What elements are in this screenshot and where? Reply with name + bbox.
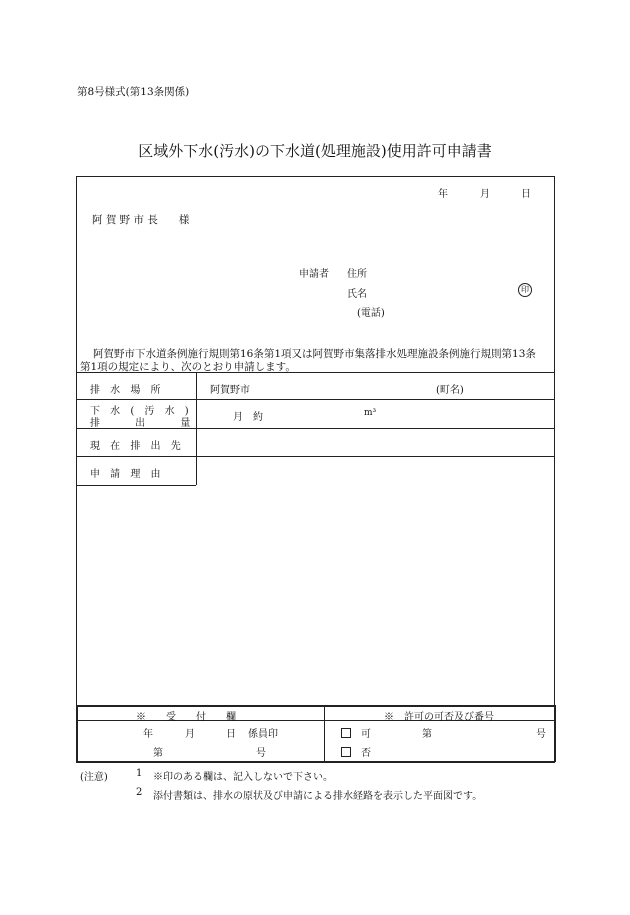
reason-label: 申 請 理 由 <box>90 469 165 480</box>
table-line <box>76 485 196 486</box>
office-section-bottom <box>76 761 555 763</box>
office-divider <box>324 705 325 762</box>
applicant-label: 申請者 <box>299 269 329 280</box>
reception-month: 月 <box>185 729 195 740</box>
permit-deny <box>341 744 371 759</box>
volume-label-1: 下 水 ( 汚 水 ) <box>90 406 193 417</box>
note-2-number: 2 <box>136 787 143 798</box>
addressee: 阿 賀 野 市 長 様 <box>92 214 190 226</box>
volume-label-2: 排 出 量 <box>90 418 207 429</box>
permit-number-prefix: 第 <box>422 729 432 740</box>
address-label: 住所 <box>347 269 367 280</box>
seal-mark: 印 <box>518 283 532 297</box>
note-2-text: 添付書類は、排水の原状及び申請による排水経路を表示した平面図です。 <box>153 791 483 802</box>
table-line <box>76 399 555 400</box>
note-1-number: 1 <box>136 768 143 779</box>
location-city: 阿賀野市 <box>210 385 250 396</box>
deny-label: 否 <box>361 748 371 759</box>
office-left <box>76 705 78 762</box>
table-line <box>76 456 555 457</box>
reception-day: 日 <box>226 729 236 740</box>
form-number: 第8号様式(第13条関係) <box>77 86 190 98</box>
permit-number-suffix: 号 <box>536 729 546 740</box>
date-month-label: 月 <box>480 189 490 200</box>
date-day-label: 日 <box>521 189 531 200</box>
location-town: (町名) <box>436 385 464 396</box>
reception-year: 年 <box>143 729 153 740</box>
phone-label: (電話) <box>357 308 385 319</box>
reception-go: 号 <box>256 748 266 759</box>
statement-line-1: 阿賀野市下水道条例施行規則第16条第1項又は阿賀野市集落排水処理施設条例施行規則第13条 <box>93 348 536 360</box>
reception-header: ※ 受 付 欄 <box>136 712 236 723</box>
office-section-top <box>76 705 555 707</box>
page-title: 区域外下水(汚水)の下水道(処理施設)使用許可申請書 <box>138 142 492 160</box>
reception-no: 第 <box>153 748 163 759</box>
notes-label: (注意) <box>80 772 108 783</box>
permit-approve <box>341 725 371 740</box>
date-year-label: 年 <box>438 189 448 200</box>
approve-checkbox[interactable] <box>341 728 351 738</box>
office-right <box>554 705 556 762</box>
reception-staff-seal: 係員印 <box>248 729 278 740</box>
name-label: 氏名 <box>347 289 367 300</box>
statement-line-2: 第1項の規定により、次のとおり申請します。 <box>80 361 296 373</box>
location-label: 排 水 場 所 <box>90 385 165 396</box>
permit-header: ※ 許可の可否及び番号 <box>384 712 494 723</box>
volume-month: 月 約 <box>233 412 263 423</box>
deny-checkbox[interactable] <box>341 747 351 757</box>
approve-label: 可 <box>361 729 371 740</box>
table-line <box>76 372 555 373</box>
current-destination-label: 現 在 排 出 先 <box>90 441 185 452</box>
volume-unit: m³ <box>364 408 377 418</box>
note-1-text: ※印のある欄は、記入しないで下さい。 <box>153 772 333 783</box>
